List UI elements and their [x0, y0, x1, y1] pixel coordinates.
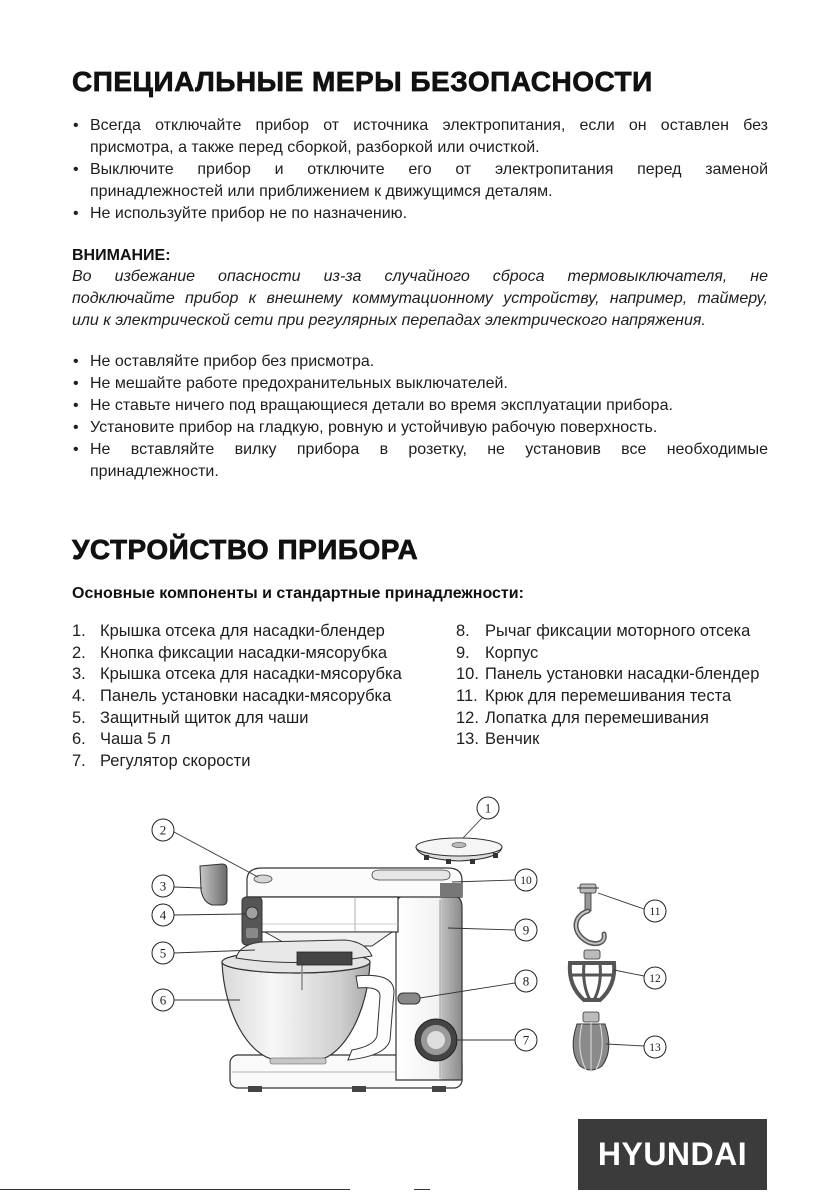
text-line: принадлежностей или приближением к движущимся деталям.	[90, 183, 553, 200]
warning-text	[72, 266, 768, 332]
item-label: Венчик	[485, 730, 540, 749]
callout-label: 1	[484, 800, 492, 816]
list-item	[456, 643, 759, 665]
list-item	[456, 664, 759, 686]
list-item	[72, 417, 768, 439]
item-number: 12.	[456, 708, 479, 727]
list-item	[72, 643, 402, 665]
callout-label: 9	[522, 922, 530, 938]
item-number: 11.	[456, 687, 478, 706]
callout-11	[598, 893, 666, 922]
item-label: Крышка отсека для насадки-блендер	[100, 622, 385, 640]
list-item	[72, 664, 402, 686]
text-line: подключайте прибор к внешнему коммутационному устройству, например, таймеру,	[72, 290, 768, 307]
text-line: Не вставляйте вилку прибора в розетку, не установив все необходимые	[90, 441, 768, 458]
list-item	[456, 729, 759, 751]
item-label: Крышка отсека для насадки-мясорубка	[100, 665, 402, 684]
bullet-icon: •	[73, 161, 79, 178]
list-item	[72, 751, 402, 773]
callout-12	[614, 967, 666, 989]
list-item	[72, 395, 768, 417]
head-lock-lever	[398, 993, 420, 1004]
bullet-icon: •	[73, 353, 79, 370]
list-item	[72, 373, 768, 395]
item-number: 6.	[72, 730, 86, 749]
flat-beater	[570, 950, 614, 1000]
text-line: Установите прибор на гладкую, ровную и устойчивую рабочую поверхность.	[90, 419, 658, 436]
callout-label: 4	[159, 907, 167, 923]
item-label: Корпус	[485, 643, 539, 662]
item-number: 2.	[72, 643, 86, 662]
list-item	[456, 621, 759, 643]
brand-logo: HYUNDAI	[578, 1119, 767, 1190]
callout-label: 8	[522, 973, 530, 989]
text-line: принадлежности.	[90, 463, 219, 480]
list-item	[72, 729, 402, 751]
grinder-panel	[242, 897, 262, 945]
safety-title: СПЕЦИАЛЬНЫЕ МЕРЫ БЕЗОПАСНОСТИ	[72, 66, 653, 97]
item-number: 10.	[456, 665, 479, 684]
warning-heading: ВНИМАНИЕ:	[72, 247, 171, 264]
callout-label: 12	[649, 973, 661, 985]
page-bottom-mark	[414, 1189, 430, 1190]
safety-bullets	[72, 115, 768, 225]
callout-1	[463, 797, 499, 838]
callout-label: 11	[649, 906, 661, 918]
item-number: 8.	[456, 622, 470, 640]
text-line: присмотра, а также перед сборкой, разборкой или очисткой.	[90, 139, 540, 156]
callout-label: 2	[159, 822, 167, 838]
callout-7	[457, 1029, 537, 1051]
callout-label: 5	[159, 945, 167, 961]
item-number: 3.	[72, 665, 86, 684]
item-label: Чаша 5 л	[100, 730, 171, 749]
item-label: Крюк для перемешивания теста	[485, 687, 732, 706]
whisk	[573, 1012, 609, 1072]
text-line: Во избежание опасности из-за случайного сброса термовыключателя, не	[72, 268, 768, 285]
list-item	[72, 203, 768, 225]
components-list-left	[72, 621, 402, 773]
item-label: Регулятор скорости	[100, 752, 251, 771]
item-number: 9.	[456, 643, 470, 662]
list-item	[72, 708, 402, 730]
list-item	[72, 439, 768, 483]
components-list-right	[456, 621, 759, 751]
text-line: Не оставляйте прибор без присмотра.	[90, 353, 375, 370]
item-number: 13.	[456, 730, 479, 749]
list-item	[456, 708, 759, 730]
bullet-icon: •	[73, 397, 79, 414]
item-label: Панель установки насадки-блендер	[485, 665, 760, 684]
bullet-icon: •	[73, 441, 79, 458]
callout-label: 13	[649, 1042, 661, 1054]
list-item	[72, 115, 768, 159]
text-line: Не используйте прибор не по назначению.	[90, 205, 408, 222]
list-item	[72, 621, 402, 643]
bullet-icon: •	[73, 375, 79, 392]
item-number: 4.	[72, 687, 86, 706]
item-label: Рычаг фиксации моторного отсека	[485, 622, 751, 640]
text-line: или к электрической сети при регулярных перепадах электрического напряжения.	[72, 312, 706, 329]
grinder-cover	[200, 864, 227, 905]
page-bottom-rule	[0, 1189, 350, 1190]
item-number: 5.	[72, 708, 86, 727]
mixer-diagram	[140, 790, 700, 1110]
callout-label: 6	[159, 992, 167, 1008]
callout-label: 7	[522, 1032, 530, 1048]
bullet-icon: •	[73, 419, 79, 436]
bullet-icon: •	[73, 117, 79, 134]
callout-label: 3	[159, 878, 167, 894]
item-label: Защитный щиток для чаши	[100, 708, 309, 727]
list-item	[72, 351, 768, 373]
item-label: Панель установки насадки-мясорубка	[100, 687, 392, 706]
text-line: Не мешайте работе предохранительных выключателей.	[90, 375, 508, 392]
text-line: Не ставьте ничего под вращающиеся детали во время эксплуатации прибора.	[90, 397, 673, 414]
dough-hook	[576, 884, 604, 944]
callout-10	[452, 869, 537, 891]
item-label: Кнопка фиксации насадки-мясорубка	[100, 643, 388, 662]
callout-3	[152, 875, 202, 897]
components-subtitle: Основные компоненты и стандартные принадлежности:	[72, 585, 524, 602]
bullet-icon: •	[73, 205, 79, 222]
text-line: Выключите прибор и отключите его от электропитания перед заменой	[90, 161, 768, 178]
list-item	[72, 159, 768, 203]
item-number: 1.	[72, 622, 86, 640]
device-title: УСТРОЙСТВО ПРИБОРА	[72, 534, 419, 565]
item-label: Лопатка для перемешивания	[485, 708, 709, 727]
safety-bullets-2	[72, 351, 768, 483]
list-item	[72, 686, 402, 708]
blender-panel	[372, 870, 450, 880]
list-item	[456, 686, 759, 708]
text-line: Всегда отключайте прибор от источника электропитания, если он оставлен без	[90, 117, 768, 134]
blender-lid	[416, 838, 502, 864]
callout-13	[606, 1036, 666, 1058]
callout-label: 10	[520, 875, 532, 887]
item-number: 7.	[72, 752, 86, 771]
speed-knob	[415, 1019, 457, 1061]
callout-4	[152, 904, 245, 926]
